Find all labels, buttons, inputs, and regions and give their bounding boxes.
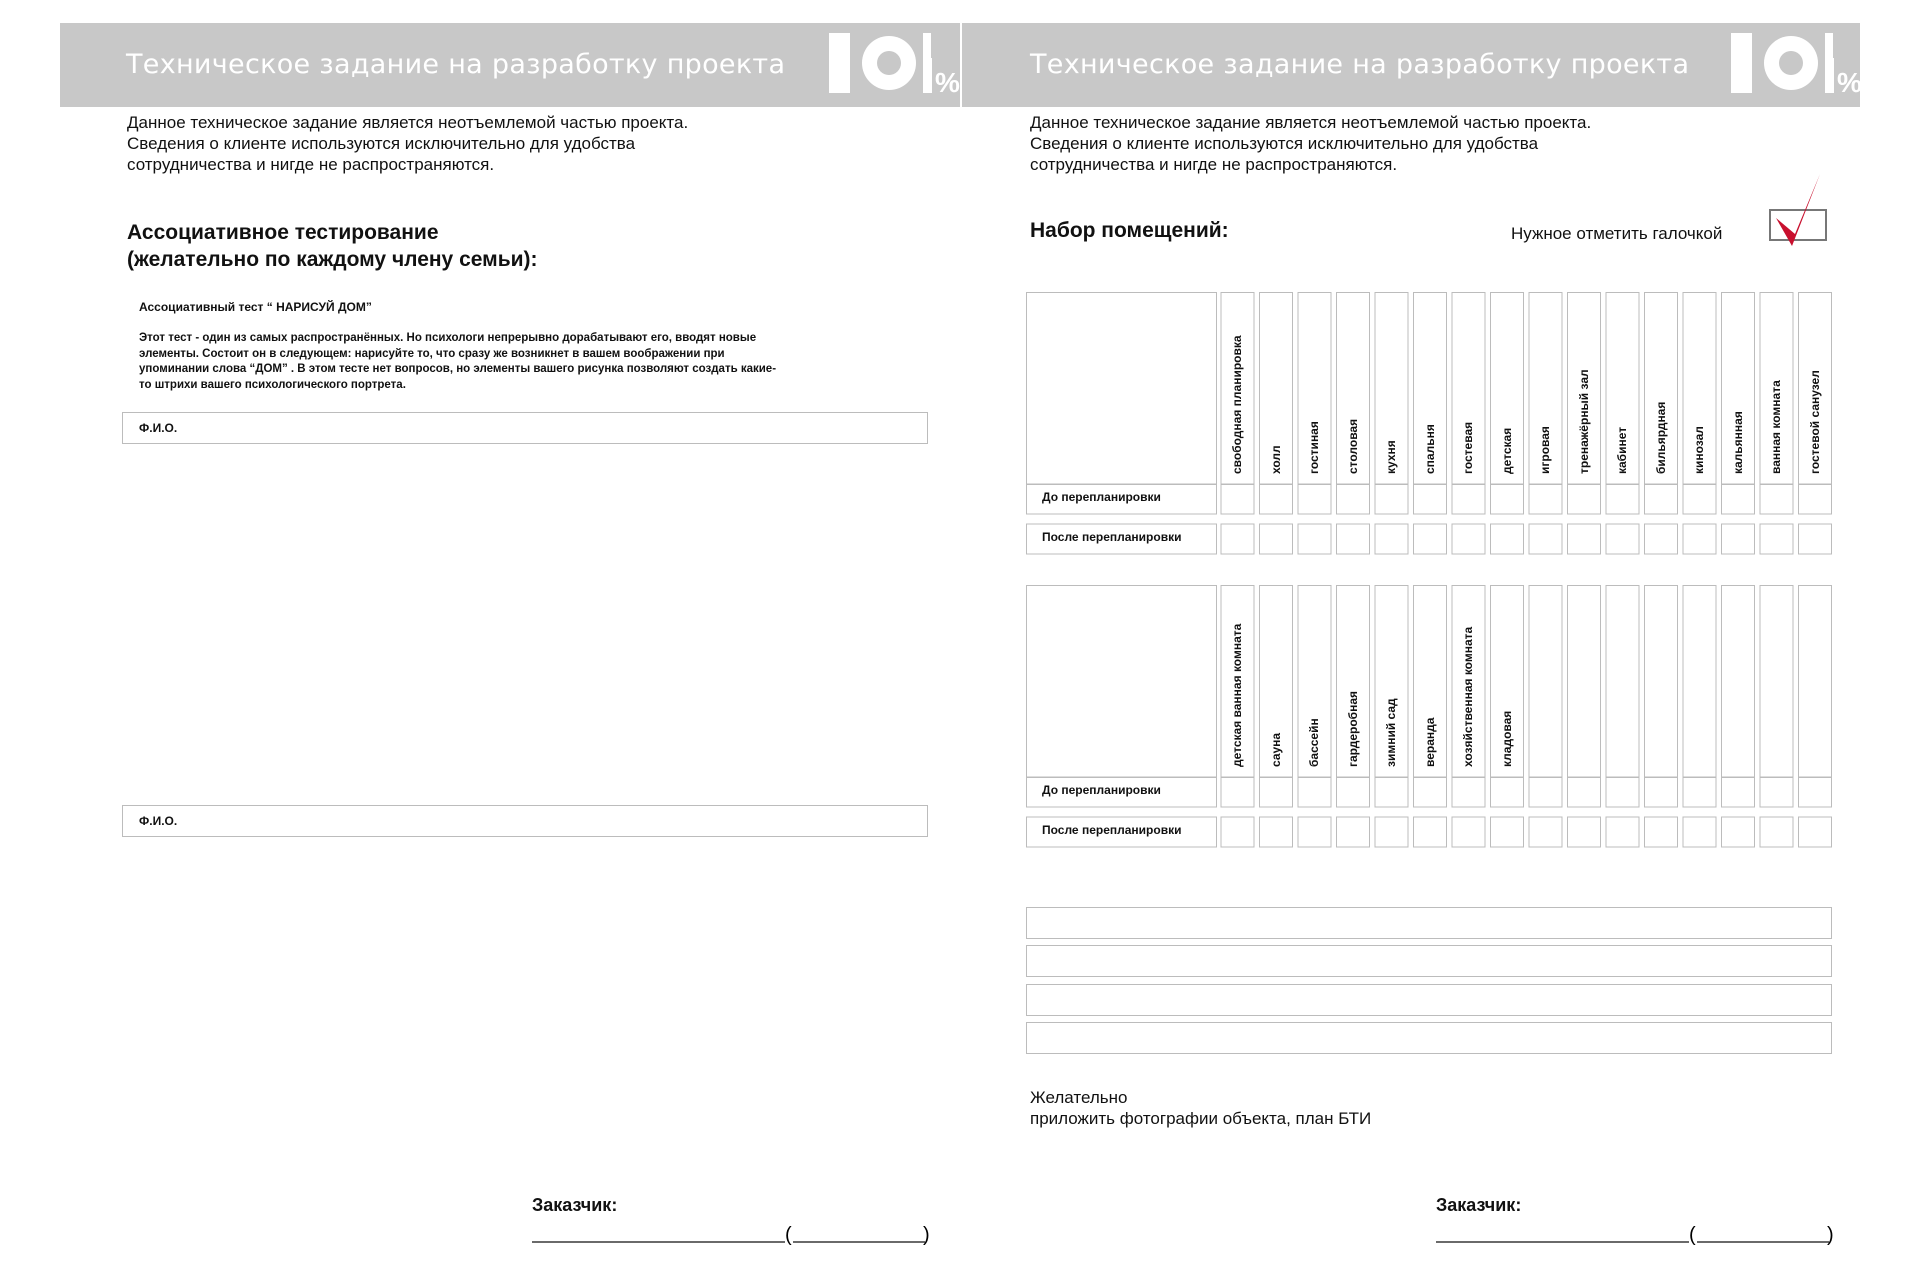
column-header: спальня — [1422, 424, 1437, 474]
column-header: детская — [1499, 427, 1514, 474]
checkbox-before-13[interactable] — [1683, 777, 1716, 807]
signature-line[interactable] — [532, 1222, 932, 1252]
checkbox-after-2[interactable] — [1260, 524, 1293, 554]
column-header: кабинет — [1615, 426, 1629, 474]
rooms-table-2 — [1026, 585, 1832, 847]
notes-line-4[interactable] — [1026, 1022, 1832, 1054]
checkbox-after-6[interactable] — [1414, 524, 1447, 554]
header-band — [60, 23, 960, 107]
column-header: столовая — [1345, 418, 1360, 474]
checkbox-before-1[interactable] — [1221, 484, 1254, 514]
checkbox-after-11[interactable] — [1606, 524, 1639, 554]
checkmark-icon — [1768, 172, 1838, 252]
rooms-heading: Набор помещений: — [1030, 219, 1229, 242]
checkbox-before-16[interactable] — [1799, 777, 1832, 807]
checkbox-after-15[interactable] — [1760, 817, 1793, 847]
checkbox-after-9[interactable] — [1529, 817, 1562, 847]
column-header: холл — [1268, 445, 1283, 474]
rooms-table-1 — [1026, 292, 1832, 554]
checkbox-after-8[interactable] — [1491, 524, 1524, 554]
mark-instruction: Нужное отметить галочкой — [1511, 224, 1723, 243]
svg-text:%: % — [1837, 67, 1862, 98]
header-title: Техническое задание на разработку проекта — [126, 49, 786, 80]
checkbox-after-2[interactable] — [1260, 817, 1293, 847]
checkbox-after-15[interactable] — [1760, 524, 1793, 554]
checkbox-after-16[interactable] — [1799, 817, 1832, 847]
checkbox-after-10[interactable] — [1568, 524, 1601, 554]
column-header: ванная комната — [1769, 380, 1783, 474]
fio-field-2[interactable] — [122, 805, 928, 837]
checkbox-after-14[interactable] — [1722, 524, 1755, 554]
column-header: гостевая — [1461, 421, 1475, 474]
column-header: кинозал — [1692, 426, 1706, 474]
checkbox-before-3[interactable] — [1298, 777, 1331, 807]
checkbox-before-7[interactable] — [1452, 777, 1485, 807]
checkbox-before-10[interactable] — [1568, 484, 1601, 514]
checkbox-before-12[interactable] — [1645, 777, 1678, 807]
customer-label: Заказчик: — [532, 1195, 618, 1215]
checkbox-before-1[interactable] — [1221, 777, 1254, 807]
column-header: детская ванная комната — [1230, 623, 1244, 767]
checkbox-before-9[interactable] — [1529, 777, 1562, 807]
column-header: бассейн — [1307, 718, 1321, 767]
intro-text: Данное техническое задание является неотъемлемой частью проекта. Сведения о клиенте используются исключительно для удобства сотрудничества и нигде не распространяются. — [127, 113, 689, 174]
column-header: кладовая — [1499, 710, 1514, 767]
checkbox-after-4[interactable] — [1337, 817, 1370, 847]
notes-line-1[interactable] — [1026, 907, 1832, 939]
checkbox-after-11[interactable] — [1606, 817, 1639, 847]
checkbox-before-2[interactable] — [1260, 777, 1293, 807]
logo-10-percent — [765, 23, 960, 112]
checkbox-before-7[interactable] — [1452, 484, 1485, 514]
row-label-after: После перепланировки — [1042, 823, 1182, 837]
checkbox-before-5[interactable] — [1375, 484, 1408, 514]
checkbox-before-16[interactable] — [1799, 484, 1832, 514]
notes-line-2[interactable] — [1026, 945, 1832, 977]
header-title: Техническое задание на разработку проекта — [1030, 49, 1690, 80]
row-label-before: До перепланировки — [1042, 490, 1161, 504]
fio-label: Ф.И.О. — [139, 814, 178, 828]
table-grid — [1026, 292, 1832, 554]
column-header: зимний сад — [1384, 698, 1398, 767]
column-header: гостевой санузел — [1807, 370, 1822, 474]
checkbox-before-4[interactable] — [1337, 777, 1370, 807]
test-description: Этот тест - один из самых распространённых. Но психологи непрерывно дорабатывают его, вводят новые элементы. Состоит он в следующем: нарисуйте то, что сразу же возникнет в вашем воображении при упоминании слова “ДОМ” . В этом тесте нет вопросов, но элементы вашего рисунка позволяют создать какие- то штрихи вашего психологического портрета. — [139, 332, 777, 391]
column-header: кухня — [1384, 440, 1398, 474]
customer-label: Заказчик: — [1436, 1195, 1522, 1215]
fio-label: Ф.И.О. — [139, 421, 178, 435]
checkbox-after-9[interactable] — [1529, 524, 1562, 554]
checkbox-before-9[interactable] — [1529, 484, 1562, 514]
checkbox-before-6[interactable] — [1414, 777, 1447, 807]
row-label-after: После перепланировки — [1042, 530, 1182, 544]
checkbox-after-12[interactable] — [1645, 817, 1678, 847]
checkbox-before-6[interactable] — [1414, 484, 1447, 514]
row-label-before: До перепланировки — [1042, 783, 1161, 797]
checkbox-after-3[interactable] — [1298, 817, 1331, 847]
attachment-note: Желательно приложить фотографии объекта, план БТИ — [1030, 1088, 1372, 1128]
column-header: веранда — [1422, 717, 1437, 767]
checkbox-before-8[interactable] — [1491, 777, 1524, 807]
checkbox-after-12[interactable] — [1645, 524, 1678, 554]
checkbox-after-4[interactable] — [1337, 524, 1370, 554]
logo-10-percent — [1667, 23, 1862, 112]
intro-text: Данное техническое задание является неотъемлемой частью проекта. Сведения о клиенте используются исключительно для удобства сотрудничества и нигде не распространяются. — [1030, 113, 1592, 174]
checkbox-after-8[interactable] — [1491, 817, 1524, 847]
header-band — [962, 23, 1860, 107]
checkbox-after-1[interactable] — [1221, 524, 1254, 554]
checkbox-after-7[interactable] — [1452, 524, 1485, 554]
column-header: гардеробная — [1345, 691, 1360, 767]
right-page — [960, 0, 1920, 1272]
checkbox-after-3[interactable] — [1298, 524, 1331, 554]
column-header: бильярдная — [1653, 401, 1668, 474]
column-header: сауна — [1268, 732, 1283, 767]
notes-line-3[interactable] — [1026, 984, 1832, 1016]
column-header: свободная планировка — [1230, 335, 1244, 474]
table-grid — [1026, 585, 1832, 847]
checkbox-after-1[interactable] — [1221, 817, 1254, 847]
checkbox-before-11[interactable] — [1606, 777, 1639, 807]
test-title: Ассоциативный тест “ НАРИСУЙ ДОМ” — [139, 300, 372, 314]
svg-text:%: % — [935, 67, 960, 98]
checkbox-before-8[interactable] — [1491, 484, 1524, 514]
svg-text:): ) — [923, 1224, 930, 1246]
checkbox-after-7[interactable] — [1452, 817, 1485, 847]
column-header: гостиная — [1307, 421, 1321, 474]
checkbox-before-13[interactable] — [1683, 484, 1716, 514]
checkbox-before-14[interactable] — [1722, 777, 1755, 807]
svg-text:(: ( — [785, 1224, 792, 1246]
checkbox-after-14[interactable] — [1722, 817, 1755, 847]
checkbox-before-11[interactable] — [1606, 484, 1639, 514]
checkbox-after-13[interactable] — [1683, 524, 1716, 554]
checkbox-before-14[interactable] — [1722, 484, 1755, 514]
checkbox-after-6[interactable] — [1414, 817, 1447, 847]
checkbox-before-15[interactable] — [1760, 484, 1793, 514]
fio-field-1[interactable] — [122, 412, 928, 444]
section-heading: Ассоциативное тестирование (желательно по каждому члену семьи): — [127, 221, 538, 271]
checkbox-after-5[interactable] — [1375, 817, 1408, 847]
checkbox-before-4[interactable] — [1337, 484, 1370, 514]
column-header: тренажёрный зал — [1576, 369, 1591, 474]
checkbox-before-12[interactable] — [1645, 484, 1678, 514]
checkbox-after-5[interactable] — [1375, 524, 1408, 554]
checkbox-before-5[interactable] — [1375, 777, 1408, 807]
svg-text:(: ( — [1689, 1224, 1696, 1246]
column-header: кальянная — [1730, 411, 1745, 474]
checkbox-after-10[interactable] — [1568, 817, 1601, 847]
checkbox-before-10[interactable] — [1568, 777, 1601, 807]
column-header: игровая — [1538, 426, 1552, 474]
signature-line[interactable] — [1436, 1222, 1836, 1252]
checkbox-before-15[interactable] — [1760, 777, 1793, 807]
column-header: хозяйственная комната — [1461, 626, 1475, 767]
svg-text:): ) — [1827, 1224, 1834, 1246]
checkbox-before-2[interactable] — [1260, 484, 1293, 514]
checkbox-after-16[interactable] — [1799, 524, 1832, 554]
checkbox-before-3[interactable] — [1298, 484, 1331, 514]
checkbox-after-13[interactable] — [1683, 817, 1716, 847]
